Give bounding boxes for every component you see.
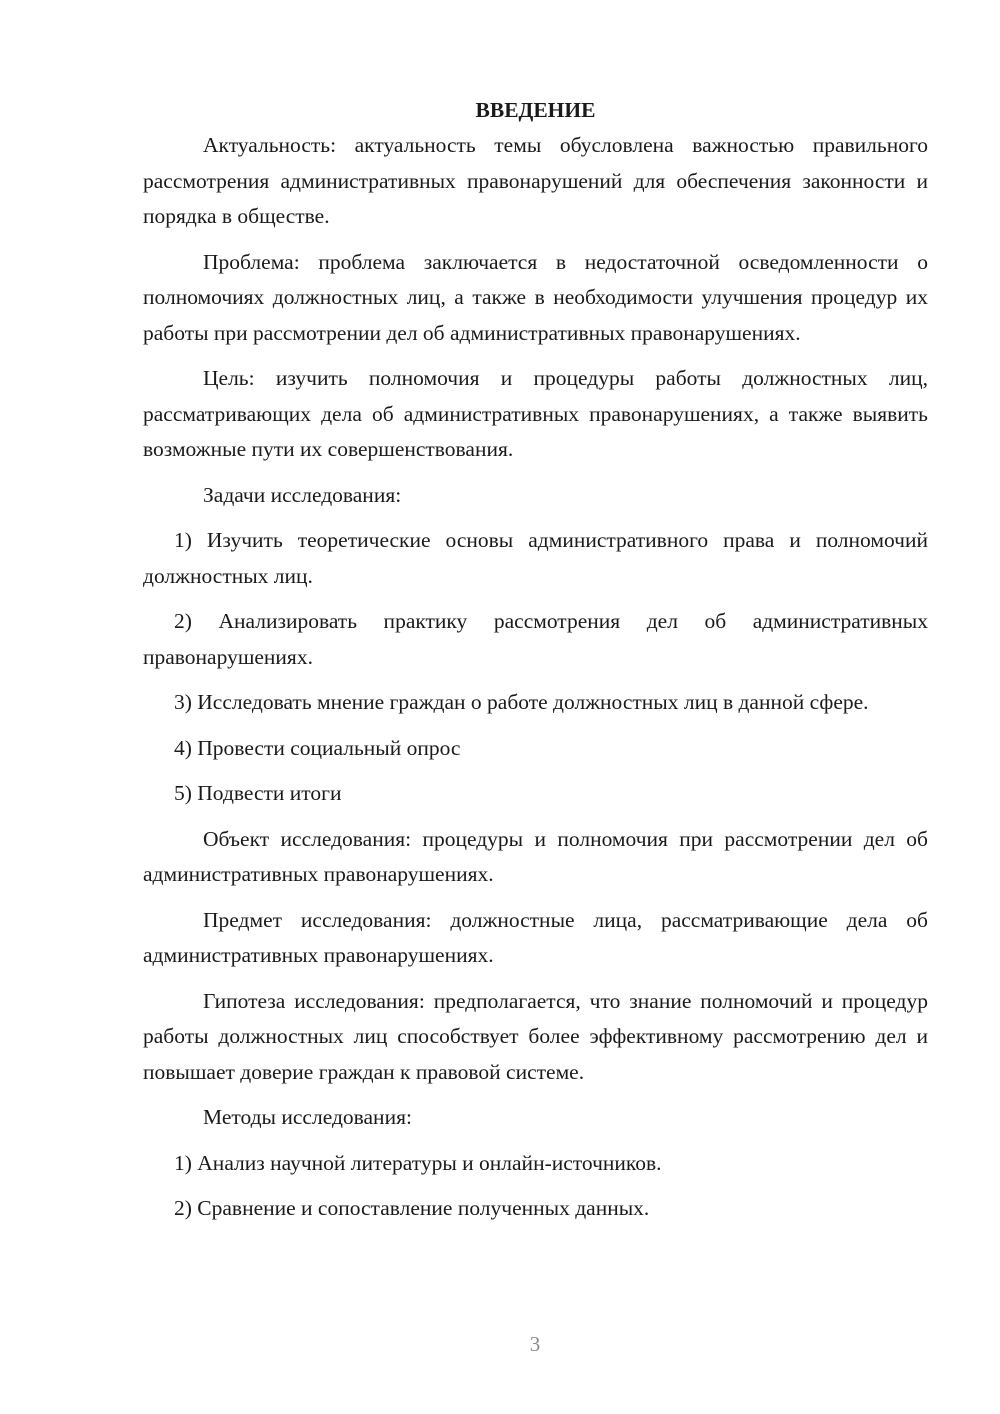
task-item: 3) Исследовать мнение граждан о работе должностных лиц в данной сфере. — [174, 690, 869, 714]
subject-paragraph: Предмет исследования: должностные лица, рассматривающие дела об административных правонарушениях. — [143, 907, 928, 967]
task-item: 2) Анализировать практику рассмотрения дел об административных правонарушениях. — [143, 609, 928, 669]
document-page — [143, 92, 928, 1237]
method-item: 1) Анализ научной литературы и онлайн-источников. — [174, 1150, 662, 1175]
tasks-heading: Задачи исследования: — [203, 482, 402, 507]
task-item: 4) Провести социальный опрос — [174, 735, 461, 760]
goal-paragraph: Цель: изучить полномочия и процедуры работы должностных лиц, рассматривающих дела об административных правонарушениях, а также выявить возможные пути их совершенствования. — [143, 366, 928, 461]
methods-heading: Методы исследования: — [203, 1105, 412, 1129]
page-number: 3 — [529, 1332, 541, 1356]
section-title: ВВЕДЕНИЕ — [475, 98, 596, 122]
task-item: 5) Подвести итоги — [174, 781, 342, 805]
relevance-paragraph: Актуальность: актуальность темы обусловлена важностью правильного рассмотрения административных правонарушений для обеспечения законности и порядка в обществе. — [143, 133, 928, 228]
problem-paragraph: Проблема: проблема заключается в недостаточной осведомленности о полномочиях должностных лиц, а также в необходимости улучшения процедур их работы при рассмотрении дел об административных правонарушениях. — [143, 249, 928, 345]
method-item: 2) Сравнение и сопоставление полученных данных. — [174, 1196, 650, 1220]
object-paragraph: Объект исследования: процедуры и полномочия при рассмотрении дел об административных правонарушениях. — [143, 826, 928, 886]
task-item: 1) Изучить теоретические основы административного права и полномочий должностных лиц. — [143, 528, 928, 588]
hypothesis-paragraph: Гипотеза исследования: предполагается, что знание полномочий и процедур работы должностных лиц способствует более эффективному рассмотрению дел и повышает доверие граждан к правовой системе. — [143, 988, 928, 1084]
